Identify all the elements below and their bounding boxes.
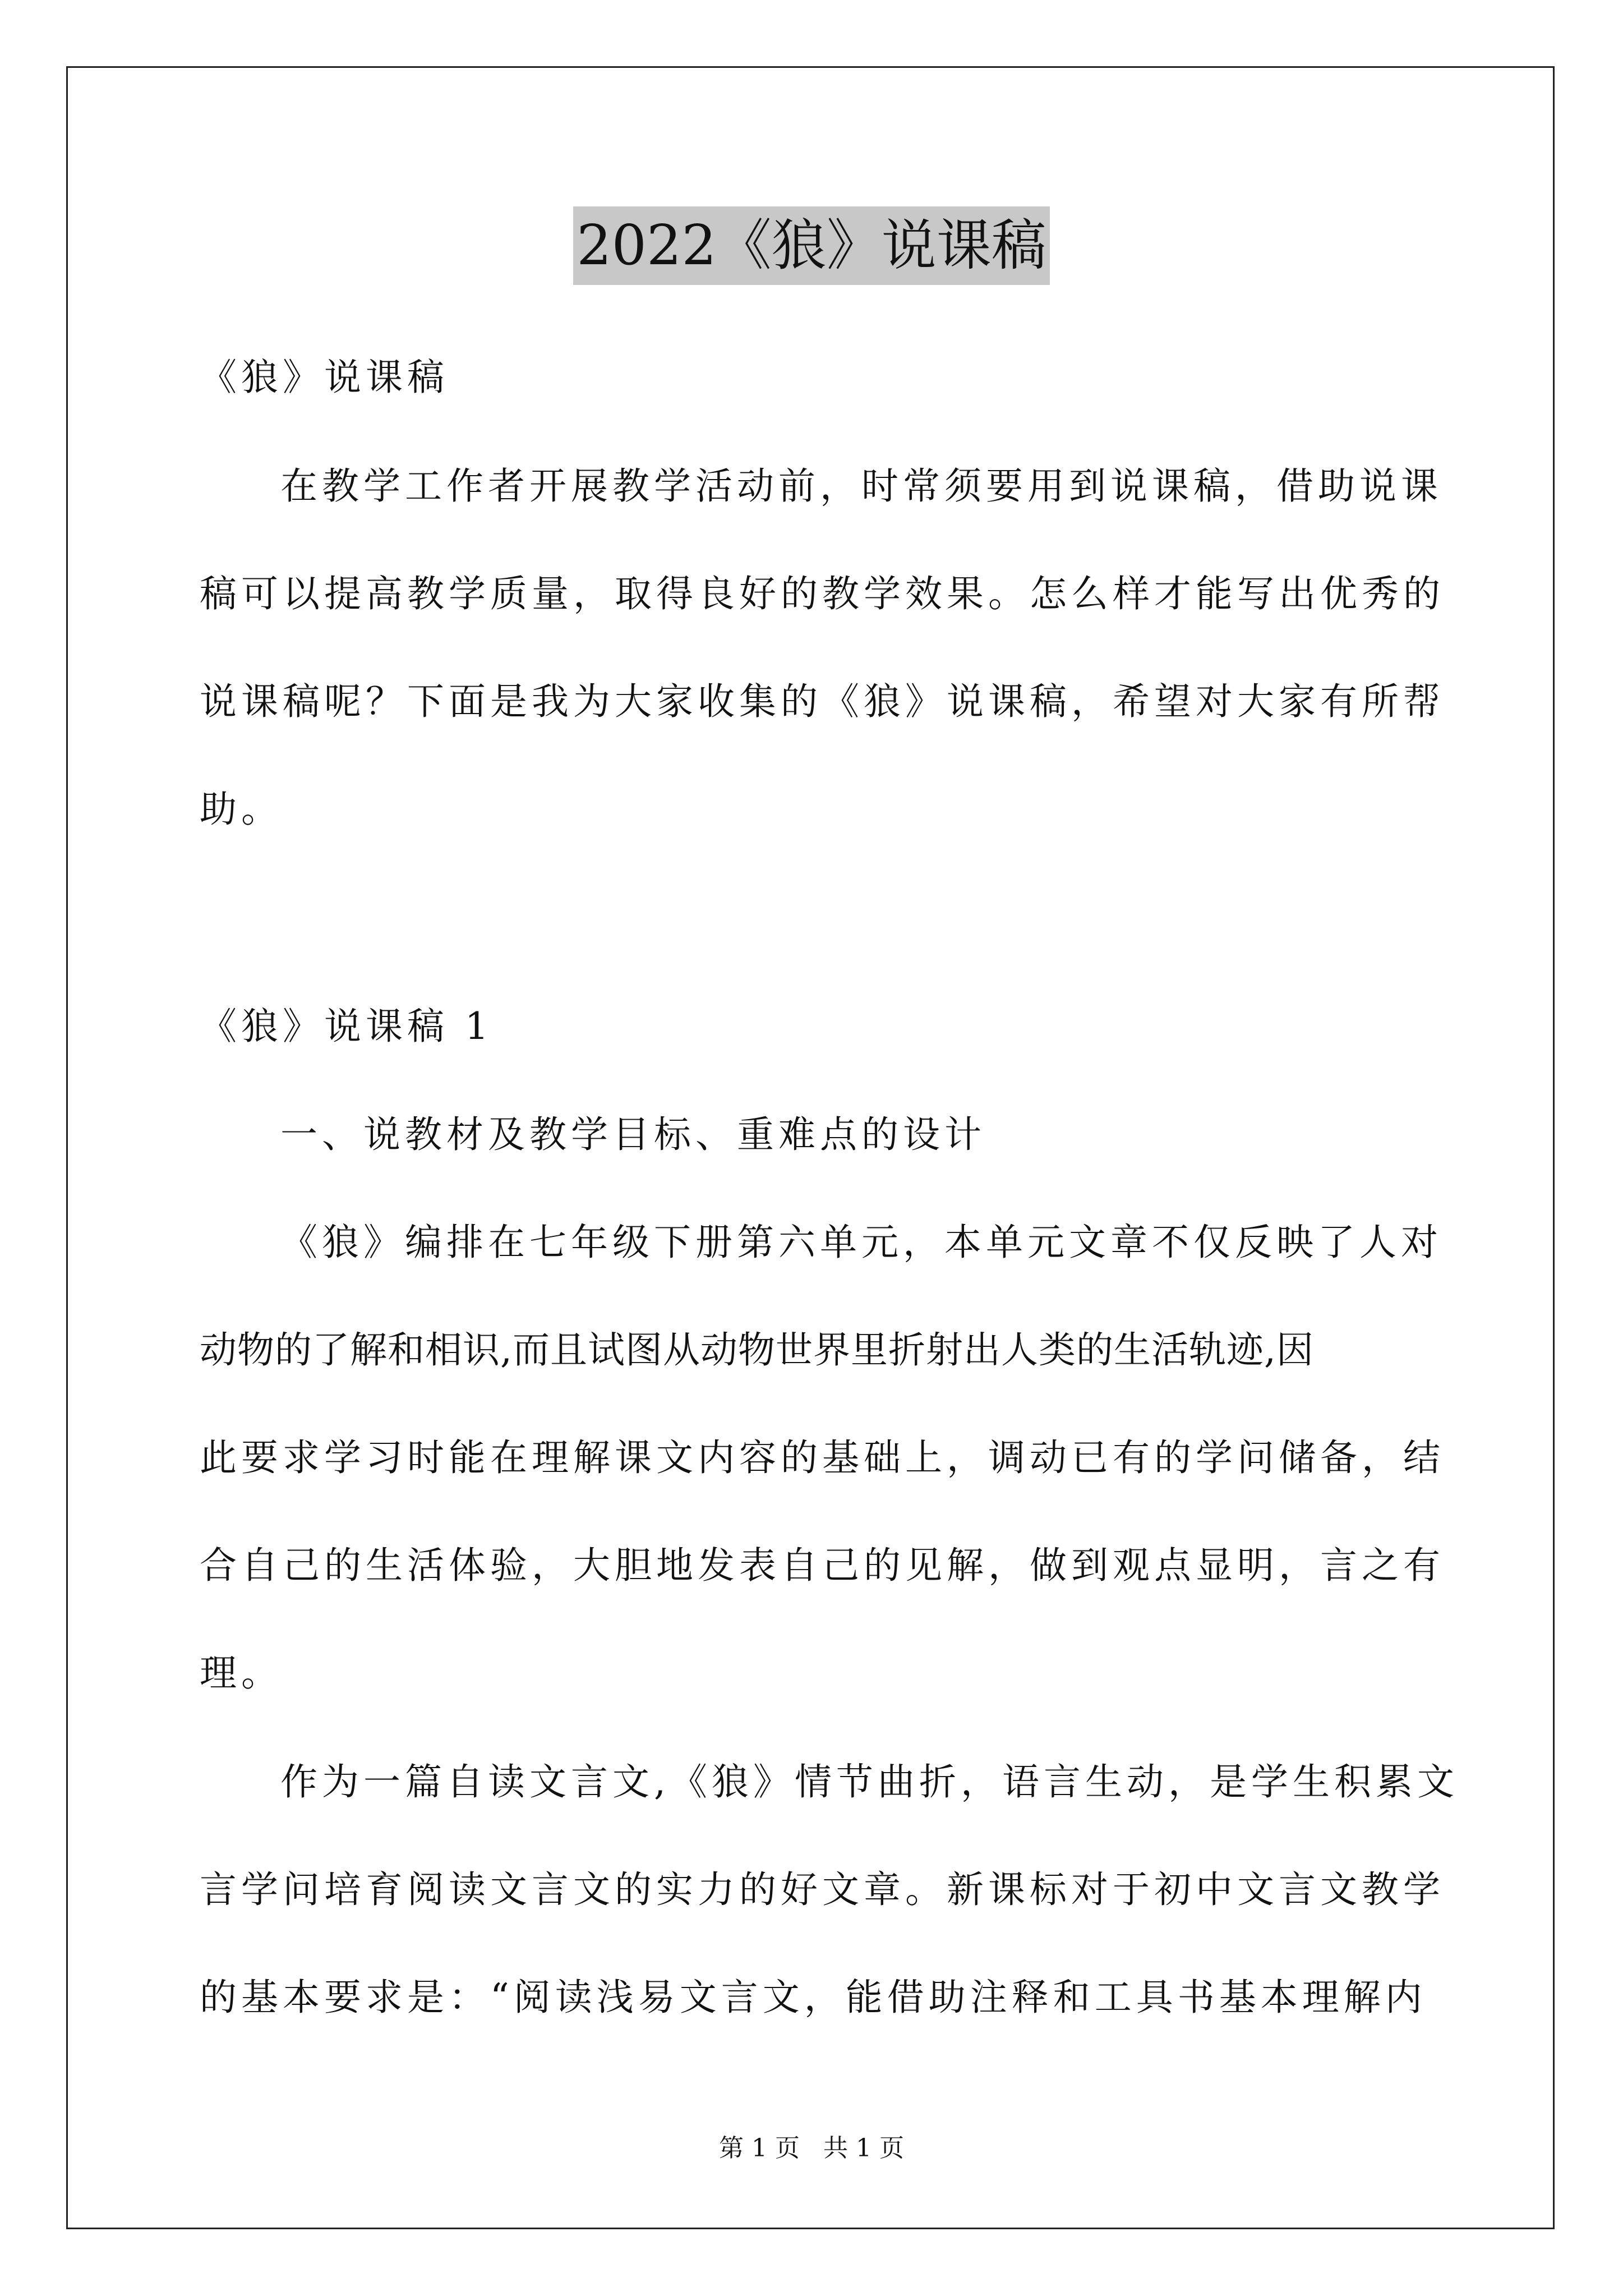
paragraph-line: 此要求学习时能在理解课文内容的基础上，调动已有的学问储备，结 (200, 1436, 1445, 1479)
paragraph-line: 的基本要求是：“阅读浅易文言文，能借助注释和工具书基本理解内 (200, 1976, 1427, 2019)
paragraph-line: 稿可以提高教学质量，取得良好的教学效果。怎么样才能写出优秀的 (200, 572, 1445, 615)
paragraph-line: 在教学工作者开展教学活动前，时常须要用到说课稿，借助说课 (280, 464, 1442, 508)
section-heading: 《狼》说课稿 1 (200, 1005, 493, 1048)
document-title: 2022《狼》说课稿 (573, 206, 1049, 285)
paragraph-line: 合自己的生活体验，大胆地发表自己的见解，做到观点显明，言之有 (200, 1544, 1445, 1587)
subtitle-line: 《狼》说课稿 (200, 356, 449, 399)
title-container (0, 206, 1623, 285)
paragraph-line: 说课稿呢？下面是我为大家收集的《狼》说课稿，希望对大家有所帮 (200, 680, 1445, 723)
paragraph-line: 助。 (200, 788, 283, 831)
paragraph-line: 作为一篇自读文言文,《狼》情节曲折，语言生动，是学生积累文 (280, 1760, 1459, 1803)
page-footer: 第 1 页 共 1 页 (719, 2134, 904, 2162)
paragraph-line: 动物的了解和相识,而且试图从动物世界里折射出人类的生活轨迹,因 (200, 1328, 1314, 1372)
paragraph-line: 理。 (200, 1651, 283, 1695)
paragraph-line: 《狼》编排在七年级下册第六单元，本单元文章不仅反映了人对 (280, 1221, 1442, 1264)
subsection-heading: 一、说教材及教学目标、重难点的设计 (280, 1113, 986, 1156)
paragraph-line: 言学问培育阅读文言文的实力的好文章。新课标对于初中文言文教学 (200, 1868, 1445, 1911)
